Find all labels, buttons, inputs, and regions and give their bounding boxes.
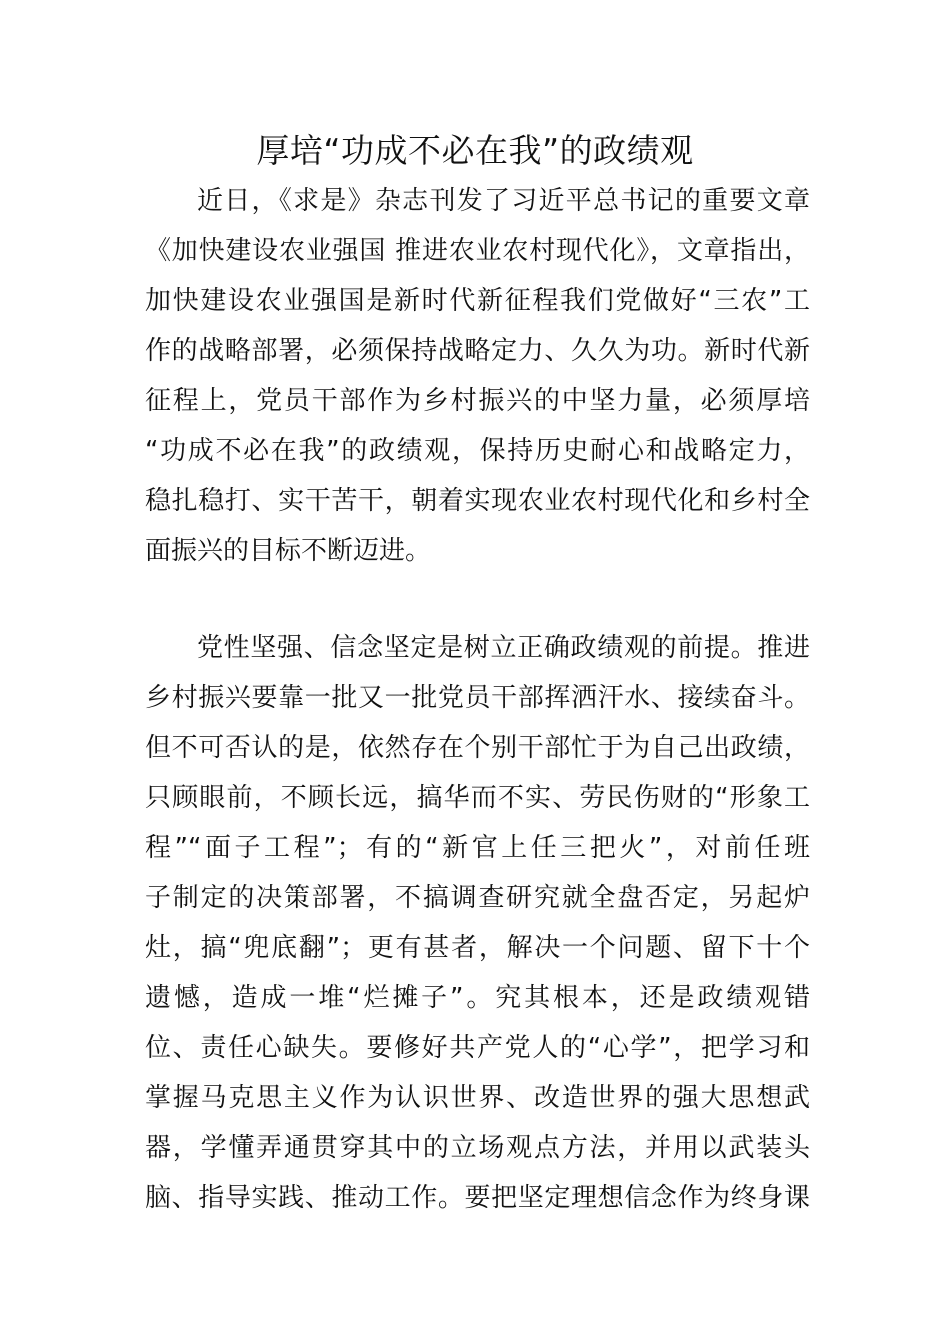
text-line: 器，学懂弄通贯穿其中的立场观点方法，并用以武装头	[145, 1133, 810, 1163]
text-line: 位、责任心缺失。要修好共产党人的“心学”，把学习和	[145, 1033, 810, 1063]
text-line: 作的战略部署，必须保持战略定力、久久为功。新时代新	[145, 336, 810, 366]
document-title: 厚培“功成不必在我”的政绩观	[256, 131, 694, 170]
text-line: 遗憾，造成一堆“烂摊子”。究其根本，还是政绩观错	[145, 983, 810, 1013]
text-line: 脑、指导实践、推动工作。要把坚定理想信念作为终身课	[145, 1183, 810, 1213]
text-line: 灶，搞“兜底翻”；更有甚者，解决一个问题、留下十个	[145, 933, 810, 963]
text-line: 只顾眼前，不顾长远，搞华而不实、劳民伤财的“形象工	[145, 783, 810, 813]
text-line: 征程上，党员干部作为乡村振兴的中坚力量，必须厚培	[145, 386, 810, 416]
text-line: 程”“面子工程”；有的“新官上任三把火”，对前任班	[145, 833, 810, 863]
text-line: 《加快建设农业强国 推进农业农村现代化》，文章指出，	[145, 236, 810, 266]
text-line: 近日，《求是》杂志刊发了习近平总书记的重要文章	[197, 186, 810, 216]
text-line: 乡村振兴要靠一批又一批党员干部挥洒汗水、接续奋斗。	[145, 683, 810, 713]
text-line: “功成不必在我”的政绩观，保持历史耐心和战略定力，	[145, 436, 810, 466]
text-line: 面振兴的目标不断迈进。	[145, 536, 432, 566]
text-line: 加快建设农业强国是新时代新征程我们党做好“三农”工	[145, 286, 810, 316]
paragraph-1	[145, 176, 810, 576]
text-line: 掌握马克思主义作为认识世界、改造世界的强大思想武	[145, 1083, 810, 1113]
text-line: 但不可否认的是，依然存在个别干部忙于为自己出政绩，	[145, 733, 810, 763]
text-line: 稳扎稳打、实干苦干，朝着实现农业农村现代化和乡村全	[145, 486, 810, 516]
paragraph-2	[145, 623, 810, 1223]
text-line: 党性坚强、信念坚定是树立正确政绩观的前提。推进	[197, 633, 810, 663]
text-line: 子制定的决策部署，不搞调查研究就全盘否定，另起炉	[145, 883, 810, 913]
